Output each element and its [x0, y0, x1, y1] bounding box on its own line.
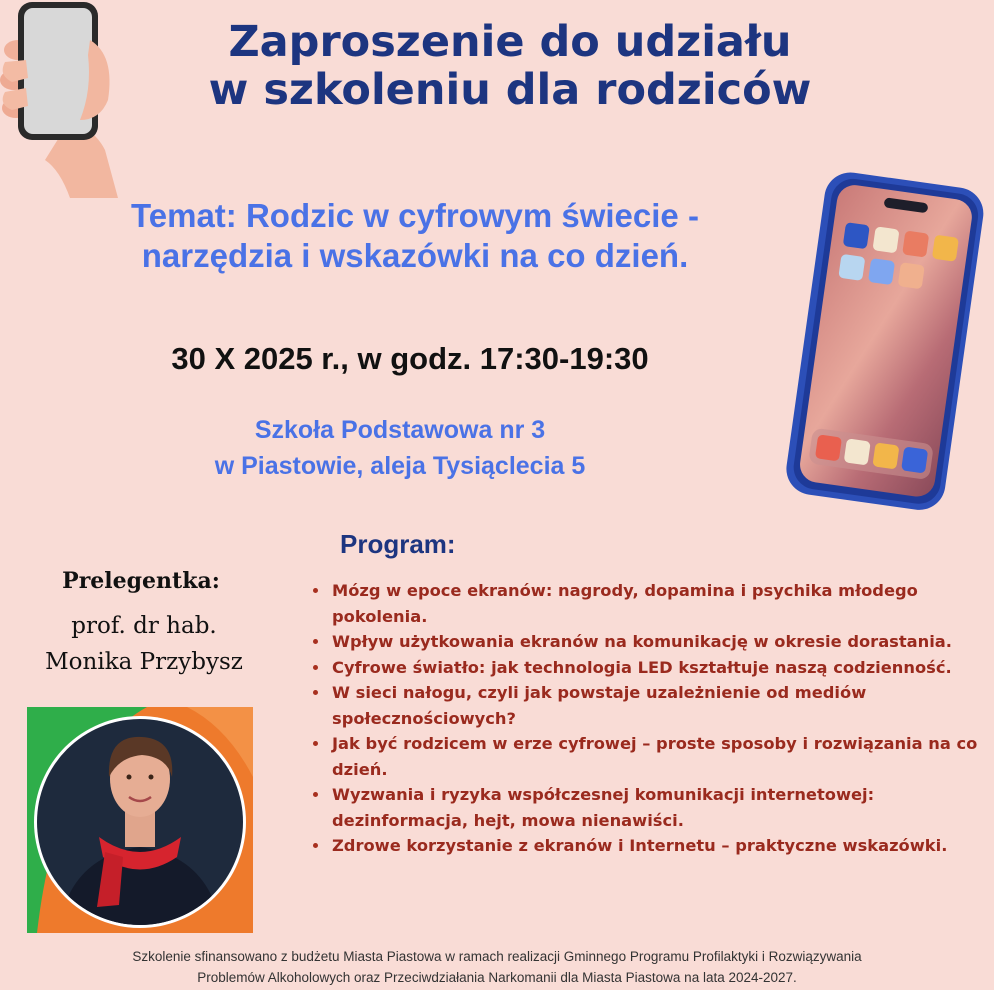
- speaker-name: [6, 608, 282, 680]
- title-line-2: w szkoleniu dla rodziców: [208, 65, 812, 115]
- program-item: • Cyfrowe światło: jak technologia LED kształtuje naszą codzienność.: [330, 655, 994, 681]
- speaker-name-line-1: prof. dr hab.: [71, 613, 217, 639]
- program-item: • Jak być rodzicem w erze cyfrowej – proste sposoby i rozwiązania na co dzień.: [330, 731, 994, 782]
- program-heading: Program:: [340, 529, 456, 559]
- footer-line-1: Szkolenie sfinansowano z budżetu Miasta Piastowa w ramach realizacji Gminnego Programu Profilaktyki i Rozwiązywania: [132, 949, 862, 964]
- venue: [40, 412, 760, 484]
- venue-line-1: Szkoła Podstawowa nr 3: [254, 416, 546, 444]
- program-item: • W sieci nałogu, czyli jak powstaje uzależnienie od mediów społecznościowych?: [330, 680, 994, 731]
- program-item: • Zdrowe korzystanie z ekranów i Internetu – praktyczne wskazówki.: [330, 833, 994, 859]
- venue-line-2: w Piastowie, aleja Tysiąclecia 5: [214, 452, 586, 480]
- program-item: • Wyzwania i ryzyka współczesnej komunikacji internetowej: dezinformacja, hejt, mowa nienawiści.: [330, 782, 994, 833]
- title-line-1: Zaproszenie do udziału: [228, 17, 792, 67]
- subject-heading: [20, 196, 810, 276]
- subject-line-1: Temat: Rodzic w cyfrowym świecie -: [131, 197, 699, 234]
- speaker-portrait-photo: [27, 707, 253, 933]
- speaker-name-line-2: Monika Przybysz: [45, 649, 243, 675]
- speaker-label: Prelegentka:: [62, 568, 220, 594]
- subject-line-2: narzędzia i wskazówki na co dzień.: [141, 237, 689, 274]
- program-list: [310, 578, 994, 859]
- page-title: [90, 18, 930, 114]
- date-time: 30 X 2025 r., w godz. 17:30-19:30: [171, 341, 649, 376]
- footer-line-2: Problemów Alkoholowych oraz Przeciwdziałania Narkomanii dla Miasta Piastowa na lata 2024-2027.: [197, 970, 797, 985]
- funding-footer: [20, 946, 974, 988]
- program-item: • Mózg w epoce ekranów: nagrody, dopamina i psychika młodego pokolenia.: [330, 578, 994, 629]
- program-item: • Wpływ użytkowania ekranów na komunikację w okresie dorastania.: [330, 629, 994, 655]
